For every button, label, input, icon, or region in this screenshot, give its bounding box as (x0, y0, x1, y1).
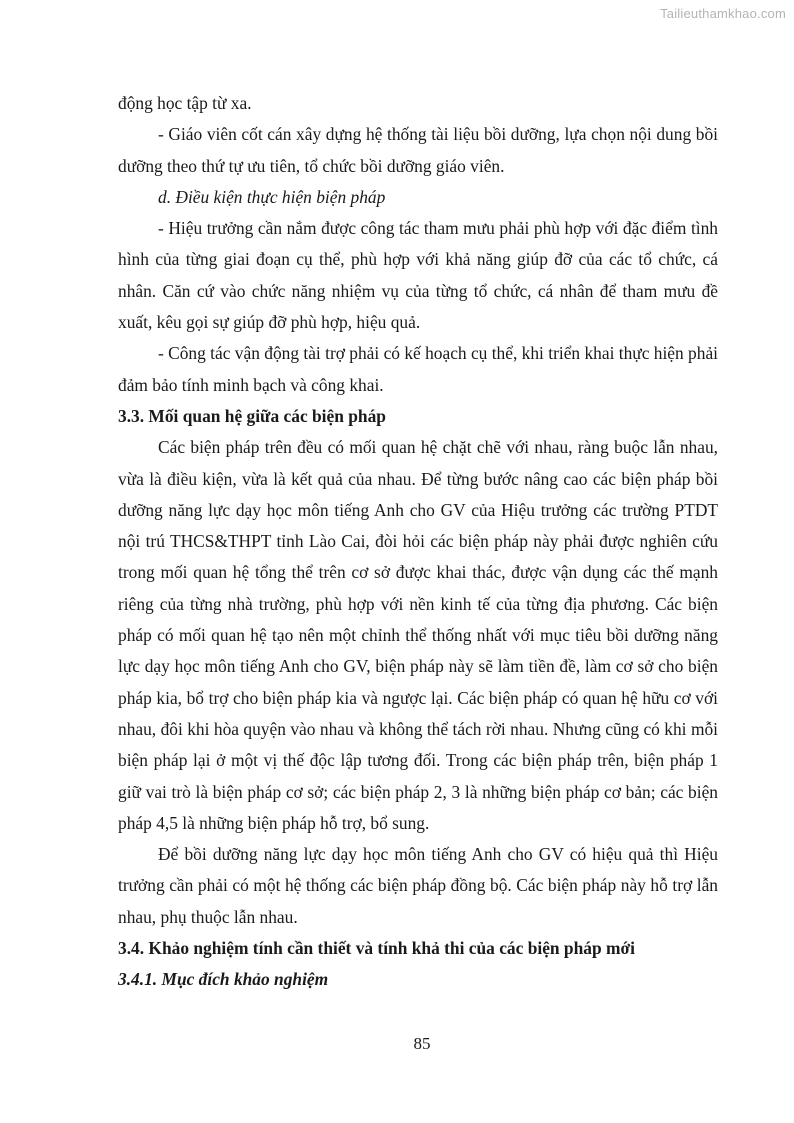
page-body (118, 88, 718, 996)
heading-3-4-1: 3.4.1. Mục đích khảo nghiệm (118, 969, 329, 990)
heading-3-3: 3.3. Mối quan hệ giữa các biện pháp (118, 405, 386, 426)
paragraph-relationship: Các biện pháp trên đều có mối quan hệ chặt chẽ với nhau, ràng buộc lẫn nhau, vừa là điều kiện, vừa là kết quả của nhau. Để từng bước nâng cao các biện pháp bồi dưỡng năng lực dạy học môn tiếng Anh cho GV của Hiệu trưởng các trường PTDT nội trú THCS&THPT tỉnh Lào Cai, đòi hỏi các biện pháp này phải được nghiên cứu trong mối quan hệ tổng thể trên cơ sở được khai thác, được vận dụng các thế mạnh riêng của từng nhà trường, phù hợp với nền kinh tế của từng địa phương. Các biện pháp có mối quan hệ tạo nên một chỉnh thể thống nhất với mục tiêu bồi dưỡng năng lực dạy học môn tiếng Anh cho GV, biện pháp này sẽ làm tiền đề, làm cơ sở cho biện pháp kia, bổ trợ cho biện pháp kia và ngược lại. Các biện pháp có quan hệ hữu cơ với nhau, đôi khi hòa quyện vào nhau và không thể tách rời nhau. Nhưng cũng có khi mỗi biện pháp lại ở một vị thế độc lập tương đối. Trong các biện pháp trên, biện pháp 1 giữ vai trò là biện pháp cơ sở; các biện pháp 2, 3 là những biện pháp cơ bản; các biện pháp 4,5 là những biện pháp hỗ trợ, bổ sung. (118, 437, 718, 833)
paragraph-core-teachers: - Giáo viên cốt cán xây dựng hệ thống tài liệu bồi dưỡng, lựa chọn nội dung bồi dưỡng theo thứ tự ưu tiên, tổ chức bồi dưỡng giáo viên. (118, 124, 718, 176)
paragraph-continuation: động học tập từ xa. (118, 93, 252, 113)
paragraph-principal-advice: - Hiệu trưởng cần nắm được công tác tham mưu phải phù hợp với đặc điểm tình hình của từng giai đoạn cụ thể, phù hợp với khả năng giúp đỡ của các tổ chức, cá nhân. Căn cứ vào chức năng nhiệm vụ của từng tổ chức, cá nhân để tham mưu đề xuất, kêu gọi sự giúp đỡ phù hợp, hiệu quả. (118, 218, 718, 333)
heading-3-4: 3.4. Khảo nghiệm tính cần thiết và tính khả thi của các biện pháp mới (118, 938, 635, 959)
paragraph-sponsorship: - Công tác vận động tài trợ phải có kế hoạch cụ thể, khi triển khai thực hiện phải đảm bảo tính minh bạch và công khai. (118, 343, 718, 395)
section-d-title: d. Điều kiện thực hiện biện pháp (158, 186, 386, 207)
page-number: 85 (413, 1034, 431, 1053)
watermark: Tailieuthamkhao.com (660, 6, 786, 21)
paragraph-synchronous: Để bồi dưỡng năng lực dạy học môn tiếng Anh cho GV có hiệu quả thì Hiệu trưởng cần phải có một hệ thống các biện pháp đồng bộ. Các biện pháp này hỗ trợ lẫn nhau, phụ thuộc lẫn nhau. (118, 844, 718, 927)
